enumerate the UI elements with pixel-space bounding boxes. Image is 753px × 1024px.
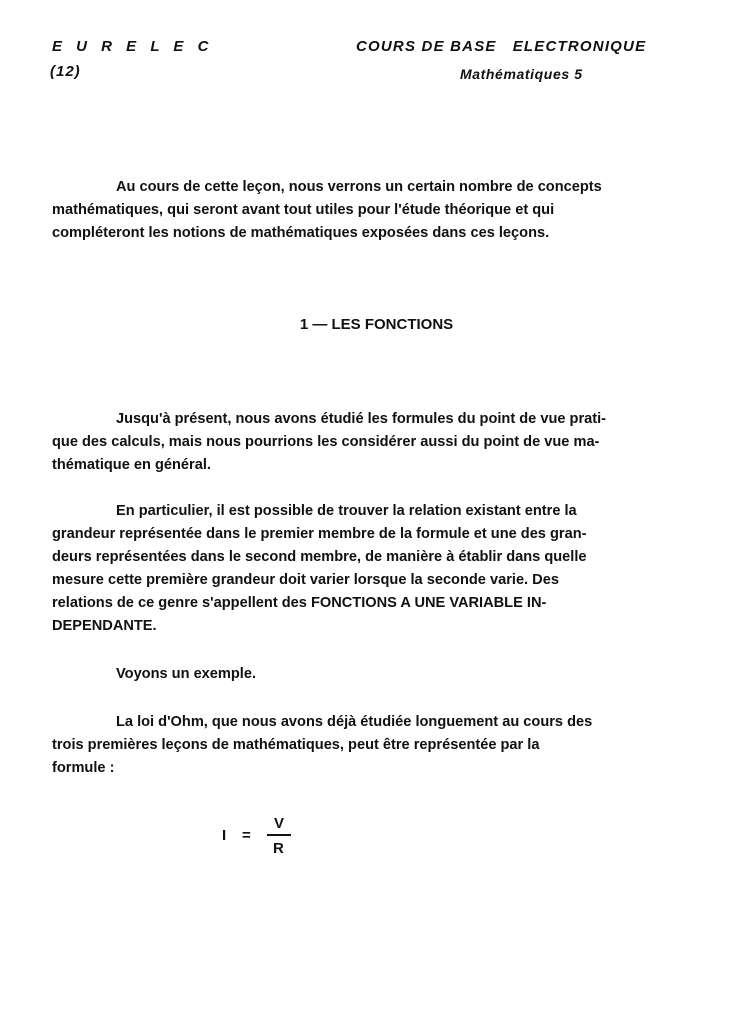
text-line: DEPENDANTE. <box>52 618 157 634</box>
formula-numerator: V <box>274 815 285 832</box>
header-subtitle: Mathématiques 5 <box>460 66 583 82</box>
header-page-number: (12) <box>50 63 81 80</box>
text-line: Jusqu'à présent, nous avons étudié les formules du point de vue prati- <box>116 411 607 427</box>
text-line: relations de ce genre s'appellent des FONCTIONS A UNE VARIABLE IN- <box>52 595 547 611</box>
intro-paragraph <box>52 176 692 245</box>
text-line: grandeur représentée dans le premier membre de la formule et une des gran- <box>52 526 587 542</box>
section-title: 1 — LES FONCTIONS <box>299 316 454 333</box>
paragraph-functions-intro <box>52 408 692 477</box>
text-line: thématique en général. <box>52 457 211 473</box>
text-line: mathématiques, qui seront avant tout utiles pour l'étude théorique et qui <box>52 202 555 218</box>
text-line: Voyons un exemple. <box>116 666 257 682</box>
header-brand: E U R E L E C <box>52 38 214 55</box>
text-line: formule : <box>52 760 115 776</box>
text-line: trois premières leçons de mathématiques, peut être représentée par la <box>52 737 540 753</box>
formula-equals: = <box>242 827 251 844</box>
fraction-bar <box>267 834 291 836</box>
text-line: que des calculs, mais nous pourrions les considérer aussi du point de vue ma- <box>52 434 600 450</box>
text-line: En particulier, il est possible de trouver la relation existant entre la <box>116 503 577 519</box>
text-line: Au cours de cette leçon, nous verrons un certain nombre de concepts <box>116 179 602 195</box>
text-line: deurs représentées dans le second membre, de manière à établir dans quelle <box>52 549 587 565</box>
text-line: compléteront les notions de mathématiques exposées dans ces leçons. <box>52 225 550 241</box>
paragraph-relation <box>52 500 692 638</box>
text-line: mesure cette première grandeur doit varier lorsque la seconde varie. Des <box>52 572 559 588</box>
paragraph-example <box>52 663 692 686</box>
text-line: La loi d'Ohm, que nous avons déjà étudiée longuement au cours des <box>116 714 593 730</box>
header-course-title: COURS DE BASE ELECTRONIQUE <box>356 38 647 55</box>
formula-denominator: R <box>273 840 284 857</box>
formula-lhs: I <box>222 827 227 844</box>
paragraph-ohm-law <box>52 711 692 780</box>
